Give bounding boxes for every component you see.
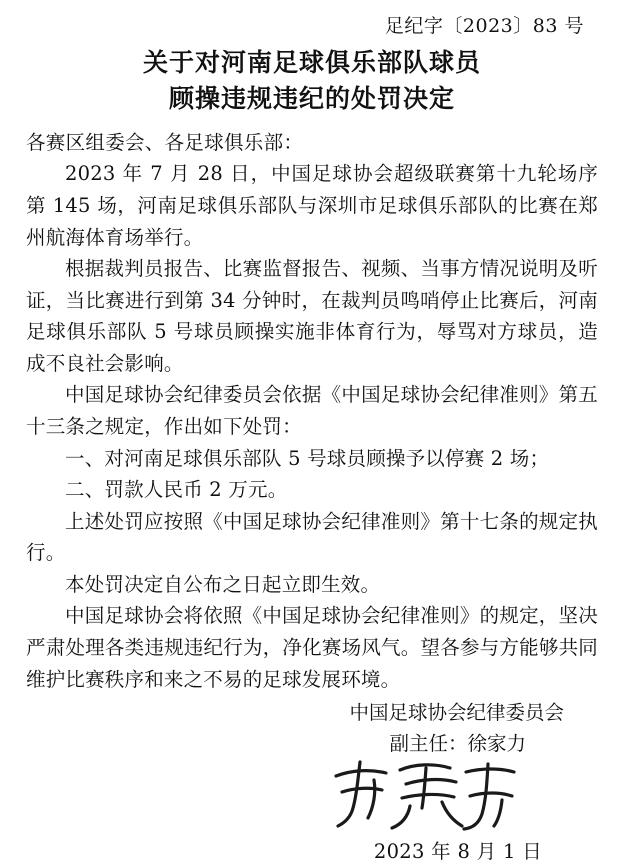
signature-icon [330, 756, 520, 832]
handwritten-signature [26, 760, 598, 834]
penalty-item-1: 一、对河南足球俱乐部队 5 号球员顾操予以停赛 2 场； [65, 446, 550, 470]
paragraph-effective-date: 本处罚决定自公布之日起立即生效。 [65, 572, 381, 596]
signature-block [26, 697, 598, 759]
page-title-line-2: 顾操违规违纪的处罚决定 [168, 83, 455, 113]
signing-official: 副主任：徐家力 [389, 732, 526, 756]
page-title-line-1: 关于对河南足球俱乐部队球员 [142, 47, 481, 77]
paragraph-findings: 根据裁判员报告、比赛监督报告、视频、当事方情况说明及听证，当比赛进行到第 34 分钟时，在裁判员鸣哨停止比赛后，河南足球俱乐部队 5 号球员顾操实施非体育行为，辱骂对方球员，造成不良社会影响。 [26, 257, 598, 375]
page-title [26, 45, 598, 118]
paragraph-regulation-basis: 中国足球协会纪律委员会依据《中国足球协会纪律准则》第五十三条之规定，作出如下处罚： [26, 383, 598, 438]
penalty-item-2: 二、罚款人民币 2 万元。 [65, 478, 288, 502]
salutation: 各赛区组委会、各足球俱乐部： [26, 131, 304, 155]
paragraph-incident-date: 2023 年 7 月 28 日，中国足球协会超级联赛第十九轮场序第 145 场，河南足球俱乐部队与深圳市足球俱乐部队的比赛在郑州航海体育场举行。 [26, 162, 598, 249]
signature-date: 2023 年 8 月 1 日 [373, 839, 542, 863]
paragraph-execution: 上述处罚应按照《中国足球协会纪律准则》第十七条的规定执行。 [26, 509, 598, 565]
signing-organization: 中国足球协会纪律委员会 [349, 701, 564, 725]
paragraph-statement: 中国足球协会将依照《中国足球协会纪律准则》的规定，坚决严肃处理各类违规违纪行为，净化赛场风气。望各参与方能够共同维护比赛秩序和来之不易的足球发展环境。 [26, 604, 598, 691]
document-number: 足纪字〔2023〕83 号 [384, 15, 584, 37]
